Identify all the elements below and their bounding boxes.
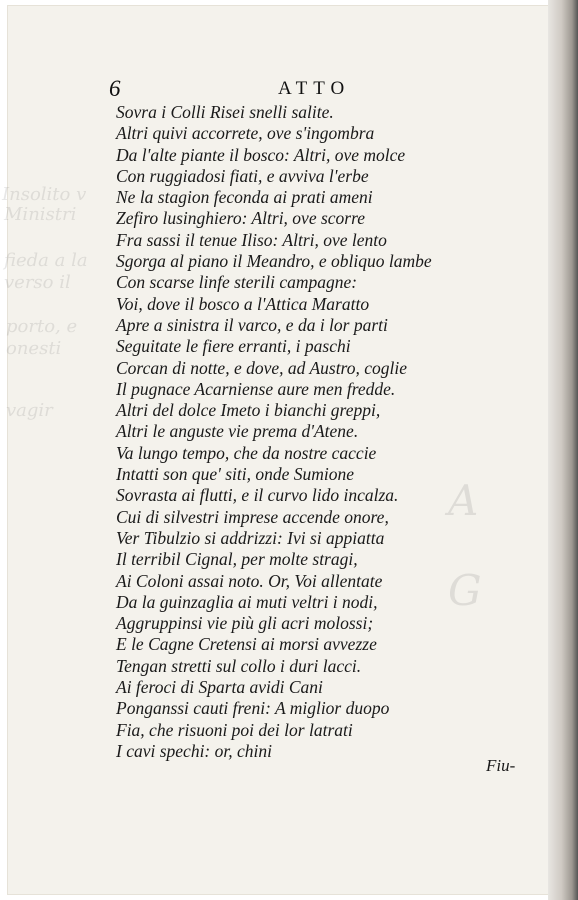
verse-line: I cavi spechi: or, chini	[116, 740, 272, 761]
verse-line: Sovra i Colli Risei snelli salite.	[116, 102, 334, 122]
verse-line: Corcan di notte, e dove, ad Austro, coglie	[116, 357, 407, 378]
bleed-through-text: porto, e	[6, 316, 78, 337]
verse-line: Sgorga al piano il Meandro, e obliquo lambe	[116, 251, 432, 272]
verse-line: Il terribil Cignal, per molte stragi,	[116, 549, 358, 570]
verse-line: Fra sassi il tenue Iliso: Altri, ove lento	[116, 229, 387, 250]
verse-line: Ver Tibulzio si addrizzi: Ivi si appiatta	[116, 527, 385, 548]
verse-line: Da la guinzaglia ai muti veltri i nodi,	[116, 591, 378, 612]
page-number: 6	[109, 76, 121, 101]
verse-line: E le Cagne Cretensi ai morsi avvezze	[116, 634, 377, 655]
verse-line: Altri del dolce Imeto i bianchi greppi,	[116, 400, 381, 421]
catchword: Fiu-	[486, 756, 516, 775]
verse-line: Seguitate le fiere erranti, i paschi	[116, 336, 351, 357]
verse-block	[116, 102, 432, 762]
bleed-through-text: G	[448, 566, 482, 615]
verse-line: Intatti son que' siti, onde Sumione	[116, 464, 355, 485]
verse-line: Apre a sinistra il varco, e da i lor parti	[116, 314, 388, 335]
verse-line: Da l'alte piante il bosco: Altri, ove molce	[116, 144, 406, 165]
verse-line: Con scarse linfe sterili campagne:	[116, 272, 358, 293]
verse-line: Altri le anguste vie prema d'Atene.	[116, 421, 359, 442]
page-header	[8, 72, 548, 102]
verse-line: Fia, che risuoni poi dei lor latrati	[116, 719, 353, 740]
verse-line: Sovrasta ai flutti, e il curvo lido incalza.	[116, 485, 399, 506]
verse-line: Va lungo tempo, che da nostre caccie	[116, 442, 377, 463]
bleed-through-text: vagir	[6, 400, 53, 421]
verse-line: Ne la stagion feconda ai prati ameni	[116, 187, 373, 208]
verse-line: Ai feroci di Sparta avidi Cani	[116, 677, 323, 698]
verse-line: Ai Coloni assai noto. Or, Voi allentate	[116, 570, 383, 591]
verse-line: Tengan stretti sul collo i duri lacci.	[116, 655, 362, 676]
verse-line: Voi, dove il bosco a l'Attica Maratto	[116, 293, 370, 314]
verse-line: Cui di silvestri imprese accende onore,	[116, 506, 389, 527]
bleed-through-text: onesti	[6, 338, 62, 359]
bleed-through-text: fieda a la	[4, 250, 88, 271]
book-page	[2, 6, 548, 894]
bleed-through-text: Ministri	[4, 204, 77, 225]
bleed-through-text: A	[448, 476, 479, 525]
book-spine-edge	[548, 0, 578, 900]
verse-line: Il pugnace Acarniense aure men fredde.	[116, 378, 396, 399]
running-head: ATTO	[278, 78, 351, 99]
verse-line: Ponganssi cauti freni: A miglior duopo	[116, 698, 390, 719]
verse-line: Altri quivi accorrete, ove s'ingombra	[116, 123, 375, 144]
verse-line: Zefiro lusinghiero: Altri, ove scorre	[116, 208, 366, 229]
bleed-through-text: verso il	[4, 272, 71, 293]
bleed-through-text: Insolito v	[2, 184, 87, 205]
verse-line: Con ruggiadosi fiati, e avviva l'erbe	[116, 165, 369, 186]
verse-line: Aggruppinsi vie più gli acri molossi;	[116, 613, 374, 634]
